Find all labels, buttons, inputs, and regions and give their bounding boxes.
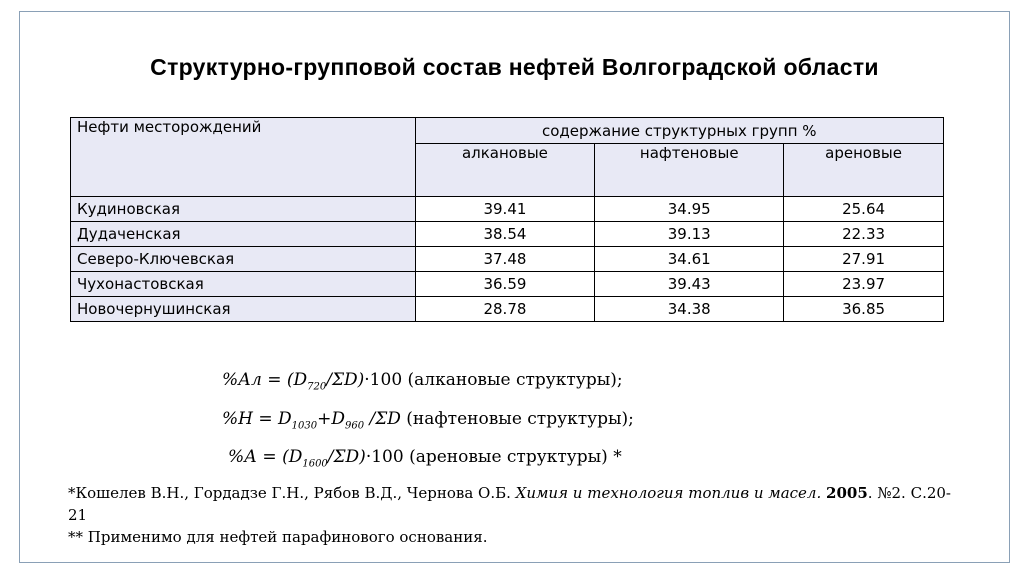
header-oilfields: Нефти месторождений: [71, 118, 416, 197]
formula-subscript: 960: [345, 420, 365, 432]
cell-alkanes: 38.54: [415, 222, 595, 247]
cell-alkanes: 36.59: [415, 272, 595, 297]
header-alkanes: алкановые: [415, 144, 595, 197]
composition-table: [70, 117, 944, 322]
row-name: Дудаченская: [71, 222, 416, 247]
formula-alkanes: [222, 370, 623, 392]
formula-part: +D: [317, 409, 345, 429]
row-name: Новочернушинская: [71, 297, 416, 322]
cell-alkanes: 37.48: [415, 247, 595, 272]
reference-2: ** Применимо для нефтей парафинового основания.: [68, 528, 488, 546]
table-row: [71, 247, 944, 272]
cell-arenes: 27.91: [784, 247, 944, 272]
formula-part: /ΣD): [327, 447, 366, 467]
table-row: [71, 222, 944, 247]
cell-naphthenes: 34.95: [595, 197, 784, 222]
cell-arenes: 36.85: [784, 297, 944, 322]
cell-alkanes: 39.41: [415, 197, 595, 222]
reference-authors: *Кошелев В.Н., Гордадзе Г.Н., Рябов В.Д., Чернова О.Б.: [68, 484, 516, 502]
reference-issue: . №2. С.20-21: [68, 484, 951, 524]
cell-naphthenes: 34.61: [595, 247, 784, 272]
table-header-row: [71, 118, 944, 144]
table-row: [71, 197, 944, 222]
cell-arenes: 23.97: [784, 272, 944, 297]
reference-journal: Химия и технология топлив и масел.: [515, 484, 822, 502]
formula-part: %Н = D: [222, 409, 292, 429]
formula-subscript: 1600: [302, 458, 328, 470]
formula-arenes: [228, 447, 622, 469]
formula-subscript: 720: [307, 381, 327, 393]
reference-year: 2005: [826, 484, 868, 502]
header-arenes: ареновые: [784, 144, 944, 197]
header-group-content: содержание структурных групп %: [415, 118, 943, 144]
formula-part: ·100 (алкановые структуры);: [364, 370, 623, 390]
formula-part: (нафтеновые структуры);: [400, 409, 634, 429]
header-naphthenes: нафтеновые: [595, 144, 784, 197]
cell-naphthenes: 39.43: [595, 272, 784, 297]
cell-arenes: 22.33: [784, 222, 944, 247]
cell-naphthenes: 39.13: [595, 222, 784, 247]
formula-part: %Ал = (D: [222, 370, 308, 390]
row-name: Чухонастовская: [71, 272, 416, 297]
formula-naphthenes: [222, 409, 634, 431]
slide: [19, 11, 1010, 563]
cell-arenes: 25.64: [784, 197, 944, 222]
table-row: [71, 297, 944, 322]
row-name: Северо-Ключевская: [71, 247, 416, 272]
cell-naphthenes: 34.38: [595, 297, 784, 322]
formula-subscript: 1030: [291, 420, 318, 432]
cell-alkanes: 28.78: [415, 297, 595, 322]
row-name: Кудиновская: [71, 197, 416, 222]
formula-part: ·100 (ареновые структуры) *: [365, 447, 622, 467]
formula-part: %А = (D: [228, 447, 303, 467]
formula-part: /ΣD: [364, 409, 401, 429]
slide-title: Структурно-групповой состав нефтей Волгоградской области: [150, 54, 879, 80]
table-row: [71, 272, 944, 297]
references: [68, 482, 968, 548]
reference-1: [68, 482, 968, 526]
formula-part: /ΣD): [326, 370, 365, 390]
